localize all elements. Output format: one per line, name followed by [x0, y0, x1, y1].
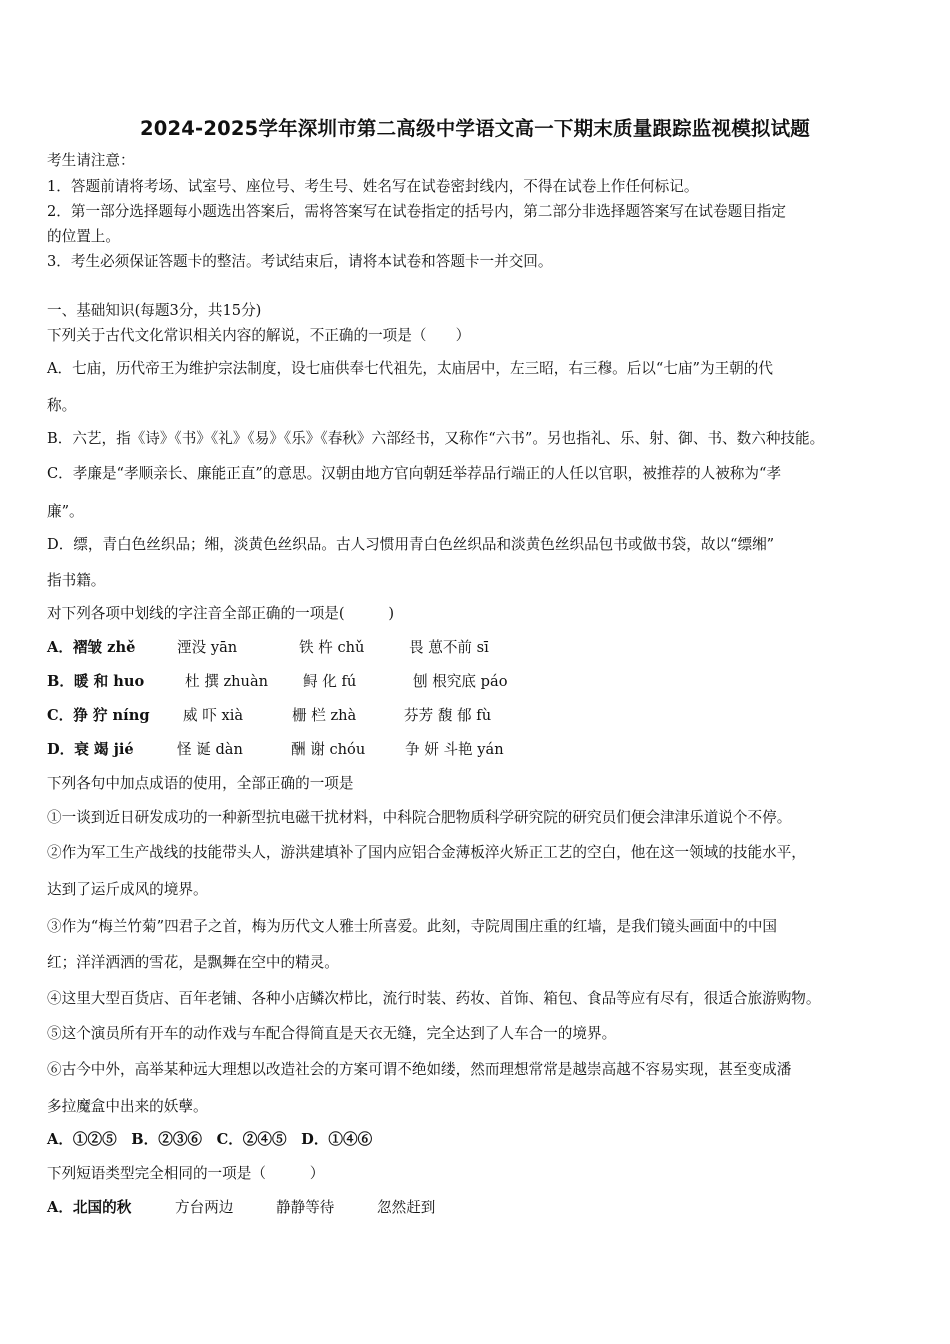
- q3-item-5: ⑤这个演员所有开车的动作戏与车配合得简直是天衣无缝，完全达到了人车合一的境界。: [47, 1025, 617, 1042]
- q2-a-3: 铁 杵 chǔ: [299, 639, 365, 656]
- q2-a-1: A．褶皱 zhě: [47, 639, 136, 656]
- q3-options: A．①②⑤ B．②③⑥ C．②④⑤ D．①④⑥: [47, 1131, 373, 1148]
- q4-a-4: 忽然赶到: [377, 1199, 436, 1216]
- q3-item-6-cont: 多拉魔盒中出来的妖孽。: [47, 1098, 208, 1115]
- q1-option-a-cont: 称。: [47, 397, 77, 414]
- notice-item-3: 3．考生必须保证答题卡的整洁。考试结束后，请将本试卷和答题卡一并交回。: [47, 253, 553, 270]
- q2-c-2: 威 吓 xià: [183, 707, 244, 724]
- q1-option-a: A．七庙，历代帝王为维护宗法制度，设七庙供奉七代祖先，太庙居中，左三昭，右三穆。后以“七庙”为王朝的代: [47, 360, 773, 377]
- q2-c-1: C．狰 狞 níng: [47, 707, 150, 724]
- q4-stem: 下列短语类型完全相同的一项是（ ）: [47, 1165, 325, 1182]
- q2-d-2: 怪 诞 dàn: [177, 741, 243, 758]
- q3-stem: 下列各句中加点成语的使用，全部正确的一项是: [47, 775, 354, 792]
- q1-option-d-cont: 指书籍。: [47, 572, 106, 589]
- q1-option-d: D．缥，青白色丝织品；缃，淡黄色丝织品。古人习惯用青白色丝织品和淡黄色丝织品包书或做书袋，故以“缥缃”: [47, 536, 775, 553]
- q3-item-2: ②作为军工生产战线的技能带头人，游洪建填补了国内应铝合金薄板淬火矫正工艺的空白，他在这一领域的技能水平，: [47, 844, 806, 861]
- notice-item-2-cont: 的位置上。: [47, 228, 120, 245]
- q2-b-2: 杜 撰 zhuàn: [185, 673, 269, 690]
- q4-a-3: 静静等待: [276, 1199, 335, 1216]
- q2-stem: 对下列各项中划线的字注音全部正确的一项是( ): [47, 605, 395, 622]
- q1-option-c-cont: 廉”。: [47, 503, 84, 520]
- q2-c-3: 栅 栏 zhà: [292, 707, 357, 724]
- q2-d-1: D．衰 竭 jié: [47, 741, 134, 758]
- q1-option-b: B．六艺，指《诗》《书》《礼》《易》《乐》《春秋》六部经书，又称作“六书”。另也指礼、乐、射、御、书、数六种技能。: [47, 430, 825, 447]
- notice-item-1: 1．答题前请将考场、试室号、座位号、考生号、姓名写在试卷密封线内，不得在试卷上作任何标记。: [47, 178, 699, 195]
- section-heading: 一、基础知识(每题3分，共15分): [47, 302, 262, 319]
- page-title: 2024-2025学年深圳市第二高级中学语文高一下期末质量跟踪监视模拟试题: [139, 117, 811, 140]
- q4-a-2: 方台两边: [175, 1199, 234, 1216]
- q2-b-4: 刨 根究底 páo: [413, 673, 508, 690]
- q4-a-1: A．北国的秋: [47, 1199, 132, 1216]
- q3-item-3: ③作为“梅兰竹菊”四君子之首，梅为历代文人雅士所喜爱。此刻，寺院周围庄重的红墙，是我们镜头画面中的中国: [47, 918, 778, 935]
- q1-option-c: C．孝廉是“孝顺亲长、廉能正直”的意思。汉朝由地方官向朝廷举荐品行端正的人任以官职，被推荐的人被称为“孝: [47, 465, 782, 482]
- q2-c-4: 芬芳 馥 郁 fù: [404, 707, 492, 724]
- notice-item-2: 2．第一部分选择题每小题选出答案后，需将答案写在试卷指定的括号内，第二部分非选择题答案写在试卷题目指定: [47, 203, 786, 220]
- q2-b-1: B．暖 和 huo: [47, 673, 145, 690]
- q3-item-6: ⑥古今中外，高举某种远大理想以改造社会的方案可谓不绝如缕，然而理想常常是越崇高越不容易实现，甚至变成潘: [47, 1061, 792, 1078]
- q1-stem: 下列关于古代文化常识相关内容的解说，不正确的一项是（ ）: [47, 327, 471, 344]
- q3-item-3-cont: 红；洋洋洒洒的雪花，是飘舞在空中的精灵。: [47, 954, 339, 971]
- q2-a-2: 湮没 yān: [177, 639, 238, 656]
- q2-a-4: 畏 葸不前 sī: [409, 639, 489, 656]
- q3-item-4: ④这里大型百货店、百年老铺、各种小店鳞次栉比，流行时装、药妆、首饰、箱包、食品等应有尽有，很适合旅游购物。: [47, 990, 821, 1007]
- q2-d-3: 酬 谢 chóu: [291, 741, 366, 758]
- q3-item-1: ①一谈到近日研发成功的一种新型抗电磁干扰材料，中科院合肥物质科学研究院的研究员们便会津津乐道说个不停。: [47, 809, 792, 826]
- q2-b-3: 鲟 化 fú: [303, 673, 357, 690]
- notice-heading: 考生请注意：: [47, 152, 135, 169]
- q2-d-4: 争 妍 斗艳 yán: [405, 741, 504, 758]
- q3-item-2-cont: 达到了运斤成风的境界。: [47, 881, 208, 898]
